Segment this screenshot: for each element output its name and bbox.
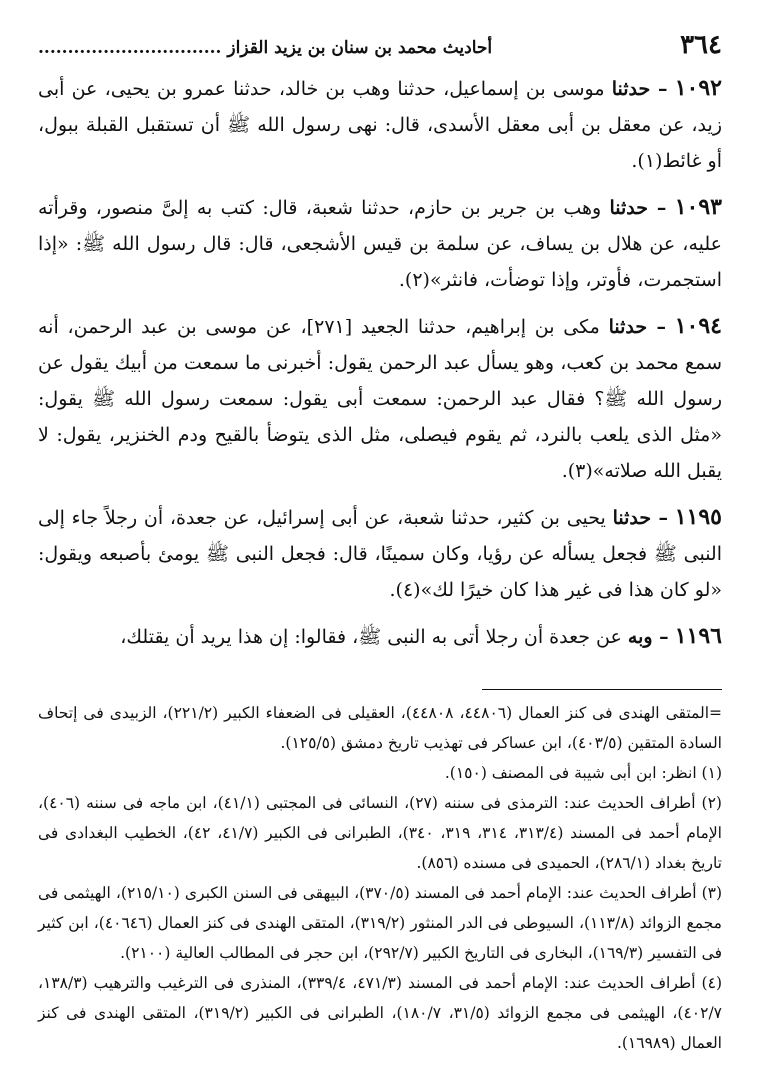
hadith-paragraph	[38, 618, 722, 655]
footnote: (٢) أطراف الحديث عند: الترمذى فى سننه (٢٧)، النسائى فى المجتبى (٤١/١)، ابن ماجه فى سننه (٤٠٦)، الإمام أحمد فى المسند (٣١٣/٤، ٣١٤، ٣١٩، ٣٤٠)، الطبرانى فى الكبير (٤١/٧، ٤٢)، الخطيب البغدادى فى تاريخ بغداد (٢٨٦/١)، الحميدى فى مسنده (٨٥٦).	[38, 794, 722, 872]
footnote: (١) انظر: ابن أبى شيبة فى المصنف (١٥٠).	[444, 764, 722, 782]
hadith-lead: – حدثنا	[612, 507, 668, 529]
hadith-list	[38, 70, 722, 655]
hadith-text: مكى بن إبراهيم، حدثنا الجعيد [٢٧١]، عن موسى بن عبد الرحمن، أنه سمع محمد بن كعب، وهو يسأل عبد الرحمن يقول: أخبرنى ما سمعت من أبيك يقول عن رسول الله ﷺ؟ فقال عبد الرحمن: سمعت أبى يقول: سمعت رسول الله ﷺ يقول: «مثل الذى يلعب بالنرد، ثم يقوم فيصلى، مثل الذى يتوضأ بالقيح ودم الخنزير، يقول: لا يقبل الله صلاته»(٣).	[38, 316, 722, 482]
hadith-text: عن جعدة أن رجلا أتى به النبى ﷺ، فقالوا: إن هذا يريد أن يقتلك،	[120, 626, 622, 648]
hadith-lead: – حدثنا	[609, 197, 667, 219]
hadith-lead: – وبه	[627, 626, 669, 648]
hadith-number: ١٠٩٢	[674, 75, 722, 101]
hadith-text: يحيى بن كثير، حدثنا شعبة، عن أبى إسرائيل، عن جعدة، أن رجلاً جاء إلى النبى ﷺ فجعل يسأله عن رؤيا، وكان سمينًا، قال: فجعل النبى ﷺ يومئ بأصبعه ويقول: «لو كان هذا فى غير هذا كان خيرًا لك»(٤).	[38, 507, 722, 601]
footnotes	[38, 698, 722, 1058]
hadith-paragraph	[38, 70, 722, 179]
running-head-title: أحاديث محمد بن سنان بن يزيد القزاز ...............................	[38, 38, 493, 58]
hadith-lead: – حدثنا	[611, 78, 668, 100]
hadith-paragraph	[38, 308, 722, 489]
footnote: (٣) أطراف الحديث عند: الإمام أحمد فى المسند (٣٧٠/٥)، البيهقى فى السنن الكبرى (٢١٥/١٠)، الهيثمى فى مجمع الزوائد (١١٣/٨)، السيوطى فى الدر المنثور (٣١٩/٢)، المتقى الهندى فى كنز العمال (٤٠٦٤٦)، ابن كثير فى التفسير (١٦٩/٣)، البخارى فى التاريخ الكبير (٢٩٢/٧)، ابن حجر فى المطالب العالية (٢١٠٠).	[38, 884, 723, 962]
hadith-number: ١١٩٥	[674, 504, 722, 530]
hadith-number: ١٠٩٤	[674, 313, 722, 339]
hadith-lead: – حدثنا	[608, 316, 666, 338]
hadith-paragraph	[38, 189, 722, 298]
footnote-separator-wrap	[38, 689, 722, 690]
hadith-number: ١١٩٦	[674, 623, 722, 649]
page-number: ٣٦٤	[680, 30, 722, 60]
hadith-text: موسى بن إسماعيل، حدثنا وهب بن خالد، حدثنا عمرو بن يحيى، عن أبى زيد، عن معقل بن أبى معقل الأسدى، قال: نهى رسول الله ﷺ أن تستقبل القبلة ببول، أو غائط(١).	[38, 78, 722, 172]
footnote: =المتقى الهندى فى كنز العمال (٤٤٨٠٦، ٤٤٨٠٨)، العقيلى فى الضعفاء الكبير (٢٢١/٢)، الزبيدى فى إتحاف السادة المتقين (٤٠٣/٥)، ابن عساكر فى تهذيب تاريخ دمشق (١٢٥/٥).	[38, 704, 723, 752]
hadith-number: ١٠٩٣	[674, 194, 722, 220]
hadith-paragraph	[38, 499, 722, 608]
footnote-separator	[482, 689, 722, 690]
running-head	[38, 30, 722, 66]
hadith-text: وهب بن جرير بن حازم، حدثنا شعبة، قال: كتب به إلىَّ منصور، وقرأته عليه، عن هلال بن يساف، عن سلمة بن قيس الأشجعى، قال: قال رسول الله ﷺ: «إذا استجمرت، فأوتر، وإذا توضأت، فانثر»(٢).	[38, 197, 722, 291]
footnote: (٤) أطراف الحديث عند: الإمام أحمد فى المسند (٤٧١/٣، ٣٣٩/٤)، المنذرى فى الترغيب والترهيب (١٣٨/٣، ٤٠٢/٧)، الهيثمى فى مجمع الزوائد (٣١/٥، ١٨٠/٧)، الطبرانى فى الكبير (٣١٩/٢)، المتقى الهندى فى كنز العمال (١٦٩٨٩).	[38, 974, 722, 1052]
